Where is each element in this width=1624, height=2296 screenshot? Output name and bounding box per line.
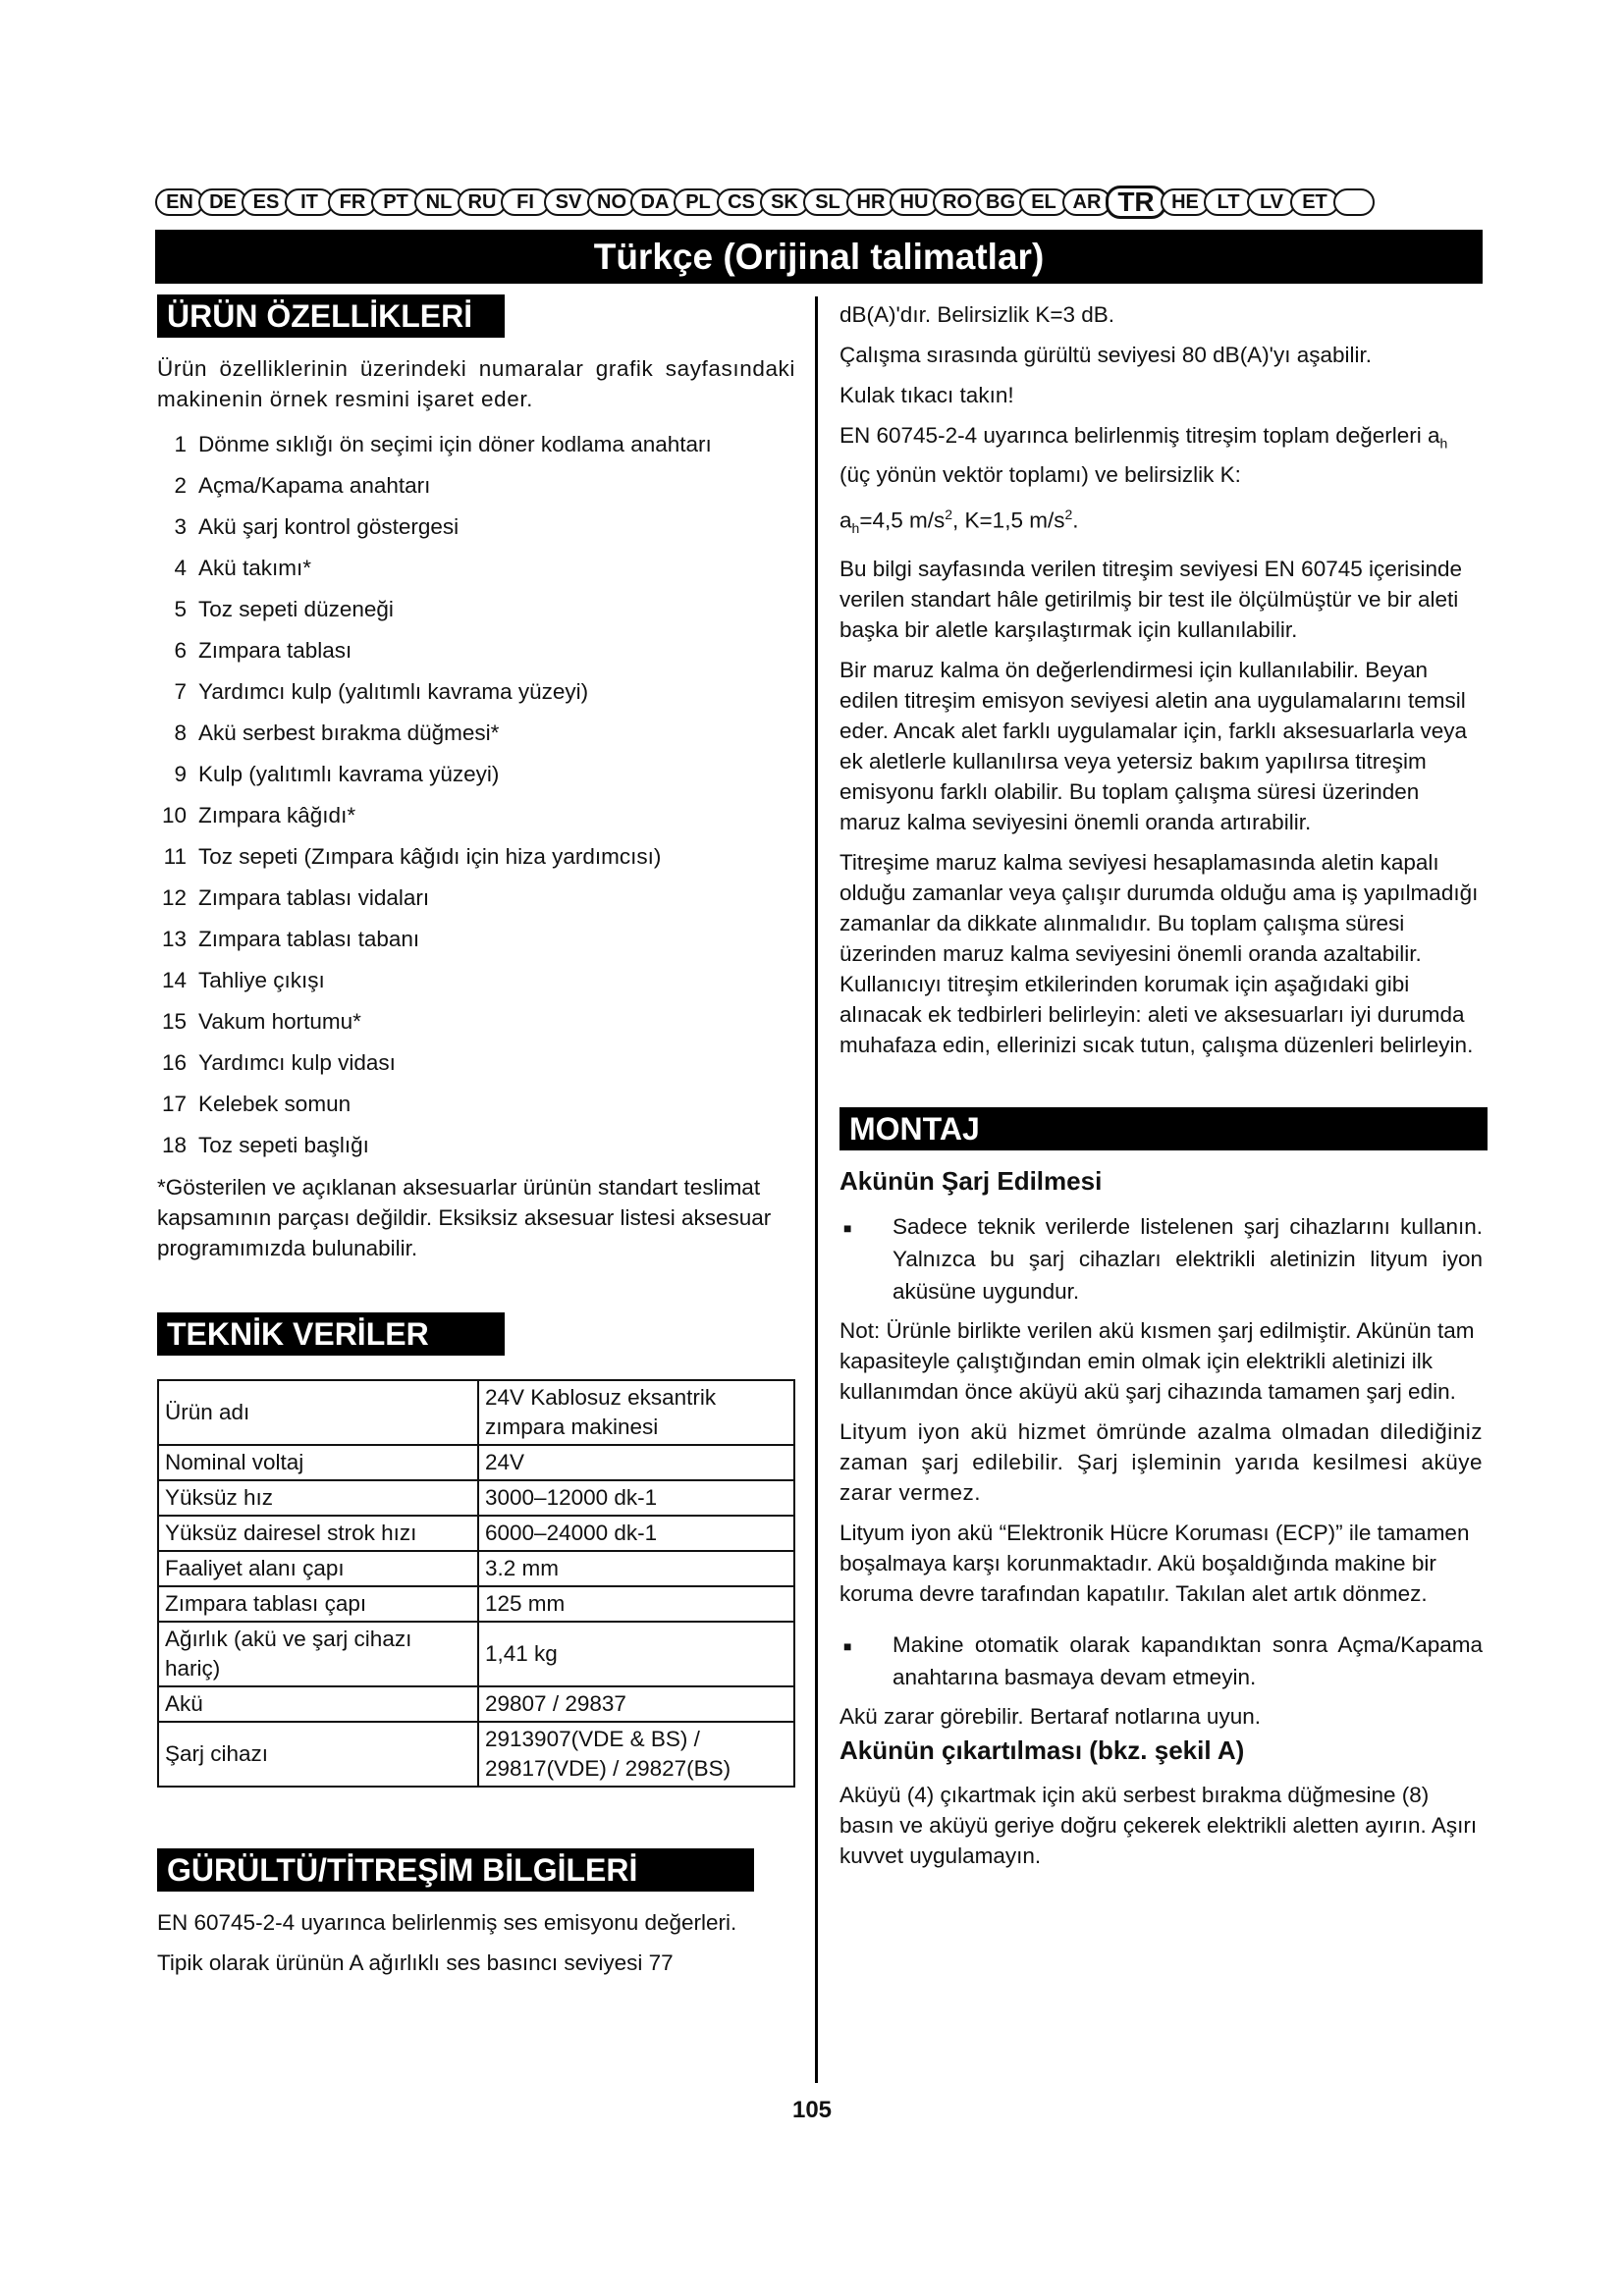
feature-item xyxy=(157,960,795,1001)
right-column xyxy=(839,299,1483,1881)
battery-removal-text: Aküyü (4) çıkartmak için akü serbest bırakma düğmesine (8) basın ve aküyü geriye doğru çekerek elektrikli aletten ayırın. Aşırı kuvvet uygulamayın. xyxy=(839,1782,1478,1868)
feature-number: 1 xyxy=(174,432,187,456)
feature-text: Akü serbest bırakma düğmesi* xyxy=(198,721,500,745)
language-tab-bar xyxy=(155,187,1483,218)
feature-text: Zımpara kâğıdı* xyxy=(198,803,356,828)
exposure-assessment-info: Bir maruz kalma ön değerlendirmesi için kullanılabilir. Beyan edilen titreşim emisyon seviyesi aletin ana uygulamalarını temsil eder. Ancak alet farklı uygulamalar için, farklı aksesuarlarla veya ek aletlerle kullanılırsa veya yetersiz bakım yapılırsa titreşim emisyonu farklı olabilir. Bu toplam çalışma süresi üzerinden maruz kalma seviyesini önemli oranda artırabilir. xyxy=(839,657,1468,834)
table-row xyxy=(158,1722,794,1787)
spec-label: Şarj cihazı xyxy=(158,1722,478,1787)
language-tab-pl: PL xyxy=(674,188,723,216)
product-features-intro: Ürün özelliklerinin üzerindeki numaralar grafik sayfasındaki makinenin örnek resmini işaret eder. xyxy=(157,356,795,411)
table-row xyxy=(158,1622,794,1686)
feature-item xyxy=(157,713,795,754)
bullet-item: ■ Sadece teknik verilerde listelenen şarj cihazlarını kullanın. Yalnızca bu şarj cihazları elektrikli aletinizin lityum iyon aküsüne uygundur. xyxy=(839,1210,1483,1308)
feature-text: Zımpara tablası tabanı xyxy=(198,927,420,951)
language-tab-nl: NL xyxy=(414,188,463,216)
column-divider xyxy=(815,296,818,2083)
feature-text: Tahliye çıkışı xyxy=(198,968,325,992)
spec-label: Yüksüz dairesel strok hızı xyxy=(158,1516,478,1551)
feature-item xyxy=(157,1125,795,1166)
spec-value: 125 mm xyxy=(478,1586,794,1622)
feature-item xyxy=(157,878,795,919)
noise-level-warning: Çalışma sırasında gürültü seviyesi 80 dB(A)'yı aşabilir. xyxy=(839,343,1373,367)
noise-emission-text: EN 60745-2-4 uyarınca belirlenmiş ses emisyonu değerleri. xyxy=(157,1910,737,1935)
feature-text: Toz sepeti (Zımpara kâğıdı için hiza yardımcısı) xyxy=(198,844,662,869)
feature-text: Kulp (yalıtımlı kavrama yüzeyi) xyxy=(198,762,500,786)
feature-number: 5 xyxy=(174,597,187,621)
spec-label: Yüksüz hız xyxy=(158,1480,478,1516)
sound-pressure-continued: dB(A)'dır. Belirsizlik K=3 dB. xyxy=(839,302,1115,327)
feature-item xyxy=(157,1001,795,1042)
language-tab-sk: SK xyxy=(760,188,809,216)
product-features-heading: ÜRÜN ÖZELLİKLERİ xyxy=(157,294,505,338)
page-title: Türkçe (Orijinal talimatlar) xyxy=(155,230,1483,284)
language-tab-ar: AR xyxy=(1062,188,1111,216)
spec-value: 24V xyxy=(478,1445,794,1480)
li-ion-charging-note: Lityum iyon akü hizmet ömründe azalma olmadan dilediğiniz zaman şarj edilebilir. Şarj işleminin yarıda kesilmesi aküye zarar vermez. xyxy=(839,1418,1483,1505)
language-tab-ro: RO xyxy=(933,188,982,216)
language-tab-el: EL xyxy=(1019,188,1068,216)
language-tab-it: IT xyxy=(285,188,334,216)
feature-item xyxy=(157,630,795,671)
feature-item xyxy=(157,507,795,548)
feature-item xyxy=(157,424,795,465)
language-tab-ru: RU xyxy=(458,188,507,216)
feature-item xyxy=(157,548,795,589)
feature-text: Yardımcı kulp vidası xyxy=(198,1050,396,1075)
feature-text: Dönme sıklığı ön seçimi için döner kodlama anahtarı xyxy=(198,432,712,456)
feature-number: 8 xyxy=(174,721,187,745)
feature-item xyxy=(157,754,795,795)
feature-number: 13 xyxy=(161,927,187,951)
spec-value: 2913907(VDE & BS) / 29817(VDE) / 29827(BS) xyxy=(478,1722,794,1787)
spec-label: Zımpara tablası çapı xyxy=(158,1586,478,1622)
feature-number: 12 xyxy=(161,885,187,910)
language-tab-lv: LV xyxy=(1247,188,1296,216)
feature-item xyxy=(157,465,795,507)
language-tab-pt: PT xyxy=(371,188,420,216)
feature-item xyxy=(157,1042,795,1084)
table-row xyxy=(158,1686,794,1722)
assembly-heading: MONTAJ xyxy=(839,1107,1488,1150)
spec-label: Akü xyxy=(158,1686,478,1722)
feature-number: 16 xyxy=(161,1050,187,1075)
feature-number: 14 xyxy=(161,968,187,992)
feature-item xyxy=(157,795,795,836)
feature-item xyxy=(157,836,795,878)
feature-item xyxy=(157,1084,795,1125)
vibration-values: $a_h=4,5$ $m/s^2$, K=1,5 $m/s^2$. xyxy=(839,506,1079,536)
product-features-list xyxy=(157,424,795,1166)
feature-number: 10 xyxy=(161,803,187,828)
table-row xyxy=(158,1516,794,1551)
feature-number: 18 xyxy=(161,1133,187,1157)
feature-text: Akü takımı* xyxy=(198,556,312,580)
feature-item xyxy=(157,589,795,630)
table-row xyxy=(158,1480,794,1516)
language-tab-hr: HR xyxy=(846,188,895,216)
spec-value: 6000–24000 dk-1 xyxy=(478,1516,794,1551)
language-tab-cs: CS xyxy=(717,188,766,216)
feature-number: 15 xyxy=(161,1009,187,1034)
feature-text: Açma/Kapama anahtarı xyxy=(198,473,431,498)
spec-label: Ürün adı xyxy=(158,1380,478,1445)
battery-damage-note: Akü zarar görebilir. Bertaraf notlarına uyun. xyxy=(839,1703,1261,1729)
feature-text: Toz sepeti başlığı xyxy=(198,1133,369,1157)
language-tab-da: DA xyxy=(630,188,679,216)
exposure-calculation-info: Titreşime maruz kalma seviyesi hesaplamasında aletin kapalı olduğu zamanlar veya çalışır durumda olduğu ama iş yapılmadığı zamanlar da dikkate alınmalıdır. Bu toplam çalışma süresi üzerinden maruz kalma seviyesini önemli oranda azaltabilir. Kullanıcıyı titreşim etkilerinden korumak için aşağıdaki gibi alınacak ek tedbirleri belirleyin: aleti ve aksesuarları iyi durumda muhafaza edin, ellerinizi sıcak tutun, çalışma düzenleri belirleyin. xyxy=(839,849,1479,1057)
feature-text: Toz sepeti düzeneği xyxy=(198,597,394,621)
feature-text: Yardımcı kulp (yalıtımlı kavrama yüzeyi) xyxy=(198,679,589,704)
language-tab-sv: SV xyxy=(544,188,593,216)
bullet-item: ■ Makine otomatik olarak kapandıktan sonra Açma/Kapama anahtarına basmaya devam etmeyin. xyxy=(839,1629,1483,1693)
table-row xyxy=(158,1445,794,1480)
feature-number: 4 xyxy=(174,556,187,580)
feature-number: 7 xyxy=(174,679,187,704)
language-tab-hu: HU xyxy=(890,188,939,216)
feature-text: Akü şarj kontrol göstergesi xyxy=(198,514,460,539)
vibration-test-info: Bu bilgi sayfasında verilen titreşim seviyesi EN 60745 içerisinde verilen standart hâle getirilmiş bir test ile ölçülmüştür ve bir aleti başka bir aletle karşılaştırmak için kullanılabilir. xyxy=(839,556,1463,642)
feature-item xyxy=(157,919,795,960)
vibration-values-text: EN 60745-2-4 uyarınca belirlenmiş titreşim toplam değerleri $a_h$ (üç yönün vektör toplamı) ve belirsizlik K: xyxy=(839,423,1448,487)
ear-protection-note: Kulak tıkacı takın! xyxy=(839,383,1014,407)
charging-note: Not: Ürünle birlikte verilen akü kısmen şarj edilmiştir. Akünün tam kapasiteyle çalıştığından emin olmak için elektrikli aletinizi ilk kullanımdan önce aküyü akü şarj cihazında tamamen şarj edin. xyxy=(839,1317,1475,1404)
feature-text: Zımpara tablası vidaları xyxy=(198,885,430,910)
spec-value: 29807 / 29837 xyxy=(478,1686,794,1722)
feature-number: 11 xyxy=(163,844,187,869)
bullet-square-icon: ■ xyxy=(843,1637,852,1654)
language-tab-es: ES xyxy=(242,188,291,216)
language-tab-no: NO xyxy=(587,188,636,216)
ecp-protection-note: Lityum iyon akü “Elektronik Hücre Koruması (ECP)” ile tamamen boşalmaya karşı korunmaktadır. Akü boşaldığında makine bir koruma devre tarafından kapatılır. Takılan alet artık dönmez. xyxy=(839,1520,1470,1606)
language-tab-et: ET xyxy=(1290,188,1339,216)
language-tab-bg: BG xyxy=(976,188,1025,216)
feature-number: 17 xyxy=(161,1092,187,1116)
language-tab-he: HE xyxy=(1161,188,1210,216)
feature-text: Zımpara tablası xyxy=(198,638,352,663)
feature-number: 2 xyxy=(174,473,187,498)
left-column xyxy=(157,294,795,1988)
spec-label: Nominal voltaj xyxy=(158,1445,478,1480)
language-tab-sl: SL xyxy=(803,188,852,216)
spec-value: 1,41 kg xyxy=(478,1622,794,1686)
feature-text: Kelebek somun xyxy=(198,1092,352,1116)
spec-value: 3.2 mm xyxy=(478,1551,794,1586)
noise-vibration-heading: GÜRÜLTÜ/TİTREŞİM BİLGİLERİ xyxy=(157,1848,754,1892)
language-tab-en: EN xyxy=(155,188,204,216)
spec-label: Ağırlık (akü ve şarj cihazı hariç) xyxy=(158,1622,478,1686)
feature-item xyxy=(157,671,795,713)
table-row xyxy=(158,1586,794,1622)
feature-number: 3 xyxy=(174,514,187,539)
battery-charging-heading: Akünün Şarj Edilmesi xyxy=(839,1165,1103,1196)
technical-data-heading: TEKNİK VERİLER xyxy=(157,1312,505,1356)
language-tab-tr: TR xyxy=(1106,186,1166,219)
bullet-square-icon: ■ xyxy=(843,1219,852,1236)
spec-value: 3000–12000 dk-1 xyxy=(478,1480,794,1516)
language-tab-de: DE xyxy=(198,188,247,216)
feature-number: 9 xyxy=(174,762,187,786)
table-row xyxy=(158,1551,794,1586)
spec-label: Faaliyet alanı çapı xyxy=(158,1551,478,1586)
feature-text: Vakum hortumu* xyxy=(198,1009,361,1034)
language-tab-blank xyxy=(1333,188,1375,216)
technical-data-table xyxy=(157,1379,795,1788)
page-number: 105 xyxy=(791,2097,833,2123)
battery-removal-heading: Akünün çıkartılması (bkz. şekil A) xyxy=(839,1735,1245,1765)
accessories-footnote: *Gösterilen ve açıklanan aksesuarlar ürünün standart teslimat kapsamının parçası değildir. Eksiksiz aksesuar listesi aksesuar programımızda bulunabilir. xyxy=(157,1175,772,1260)
feature-number: 6 xyxy=(174,638,187,663)
spec-value: 24V Kablosuz eksantrik zımpara makinesi xyxy=(478,1380,794,1445)
language-tab-lt: LT xyxy=(1204,188,1253,216)
sound-pressure-text: Tipik olarak ürünün A ağırlıklı ses basıncı seviyesi 77 xyxy=(157,1950,674,1975)
language-tab-fi: FI xyxy=(501,188,550,216)
table-row xyxy=(158,1380,794,1445)
language-tab-fr: FR xyxy=(328,188,377,216)
